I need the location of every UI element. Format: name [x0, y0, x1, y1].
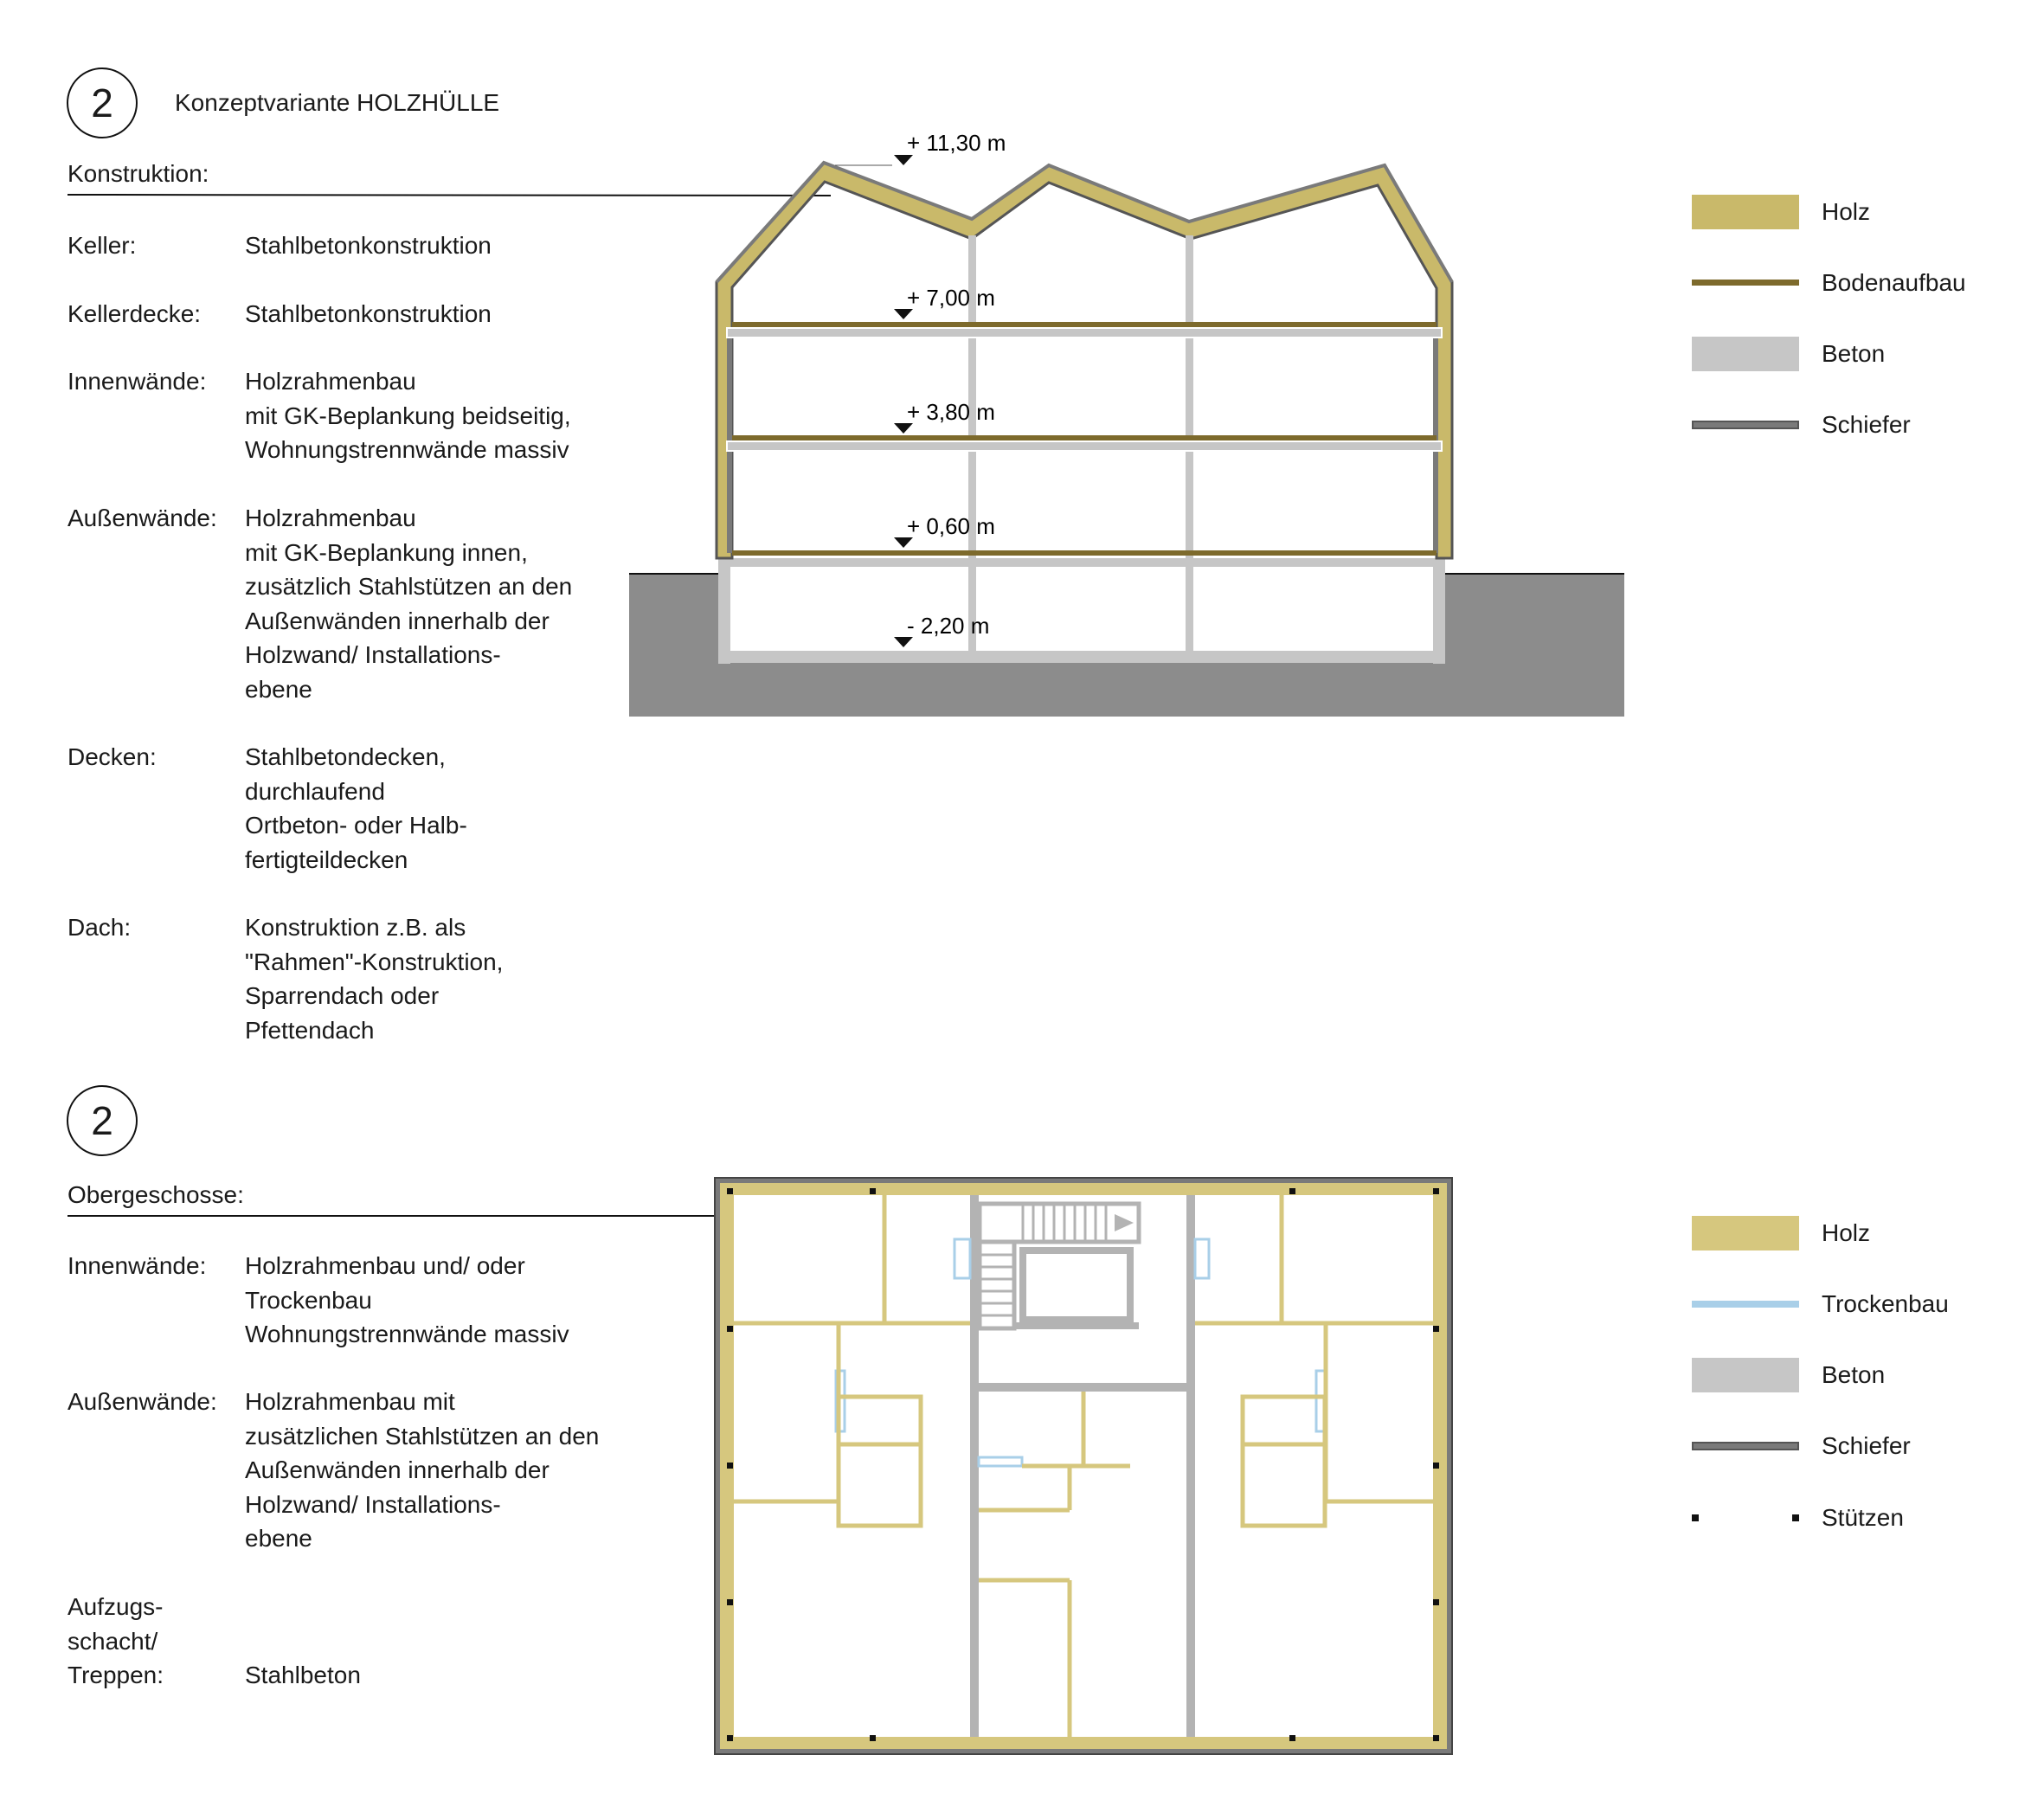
spec-line: zusätzlichen Stahlstützen an den — [245, 1422, 600, 1450]
legend-label: Bodenaufbau — [1822, 269, 1966, 296]
spec-line: Außenwänden innerhalb der — [245, 1456, 550, 1483]
spec-line: Holzwand/ Installations- — [245, 641, 501, 668]
spec-key: Keller: — [67, 232, 137, 259]
legend-label: Beton — [1822, 340, 1886, 367]
spec-line: Wohnungstrennwände massiv — [245, 1321, 569, 1347]
spec-line: Stahlbeton — [245, 1662, 361, 1688]
spec-line: Stahlbetonkonstruktion — [245, 232, 492, 259]
spec-line: Holzwand/ Installations- — [245, 1490, 501, 1518]
svg-text:+ 11,30 m: + 11,30 m — [907, 130, 1006, 156]
spec-key: Dach: — [67, 914, 132, 941]
elevator-shaft — [1023, 1250, 1130, 1320]
construction-heading: Konstruktion: — [67, 160, 209, 187]
spec-line: Holzrahmenbau — [245, 505, 416, 531]
legend-label: Holz — [1822, 198, 1871, 225]
section-number: 2 — [91, 1098, 113, 1143]
svg-text:+ 3,80 m: + 3,80 m — [907, 399, 995, 425]
spec-line: Sparrendach oder — [245, 982, 440, 1009]
spec-key: Innenwände: — [67, 1252, 207, 1279]
legend-swatch-column — [1692, 1514, 1699, 1521]
spec-key: Aufzugs- schacht/ Treppen: — [67, 1593, 164, 1688]
svg-text:- 2,20 m: - 2,20 m — [907, 613, 990, 639]
spec-line: Pfettendach — [245, 1016, 375, 1044]
legend-swatch-concrete — [1692, 1358, 1799, 1392]
spec-line: fertigteildecken — [245, 845, 408, 873]
spec-line: mit GK-Beplankung beidseitig, — [245, 402, 571, 429]
legend-label: Schiefer — [1822, 411, 1911, 438]
spec-line: Wohnungstrennwände massiv — [245, 436, 569, 463]
spec-line: mit GK-Beplankung innen, — [245, 538, 528, 566]
legend-label: Schiefer — [1822, 1432, 1911, 1459]
svg-text:+ 0,60 m: + 0,60 m — [907, 513, 995, 539]
spec-key: Decken: — [67, 743, 157, 770]
spec-line: "Rahmen"-Konstruktion, — [245, 948, 504, 975]
floors-heading: Obergeschosse: — [67, 1181, 244, 1208]
legend-swatch-slate — [1692, 1442, 1799, 1450]
spec-line: Ortbeton- oder Halb- — [245, 812, 467, 839]
spec-line: Holzrahmenbau und/ oder — [245, 1252, 525, 1279]
spec-key: Außenwände: — [67, 505, 217, 531]
spec-line: zusätzlich Stahlstützen an den — [245, 573, 573, 600]
svg-text:+ 7,00 m: + 7,00 m — [907, 285, 995, 311]
spec-line: ebene — [245, 675, 312, 703]
legend-label: Trockenbau — [1822, 1290, 1949, 1317]
spec-line: Konstruktion z.B. als — [245, 914, 466, 941]
spec-line: Holzrahmenbau — [245, 368, 416, 395]
spec-line: ebene — [245, 1525, 312, 1552]
page-title: Konzeptvariante HOLZHÜLLE — [175, 89, 500, 116]
legend-label: Holz — [1822, 1219, 1871, 1246]
spec-key: Innenwände: — [67, 368, 207, 395]
spec-line: Außenwänden innerhalb der — [245, 607, 550, 634]
spec-key: Außenwände: — [67, 1388, 217, 1415]
concrete-core-cross — [970, 1383, 1195, 1392]
legend-swatch-wood — [1692, 1216, 1799, 1250]
spec-line: Holzrahmenbau mit — [245, 1388, 455, 1415]
legend-swatch-drywall — [1692, 1301, 1799, 1308]
legend-swatch-column — [1792, 1514, 1799, 1521]
spec-line: Trockenbau — [245, 1286, 372, 1314]
legend-label: Beton — [1822, 1361, 1886, 1388]
spec-line: Stahlbetondecken, — [245, 743, 446, 770]
spec-key: Kellerdecke: — [67, 300, 202, 327]
section-number: 2 — [91, 80, 113, 125]
legend-label: Stützen — [1822, 1504, 1904, 1531]
spec-line: durchlaufend — [245, 777, 385, 805]
spec-line: Stahlbetonkonstruktion — [245, 300, 492, 327]
